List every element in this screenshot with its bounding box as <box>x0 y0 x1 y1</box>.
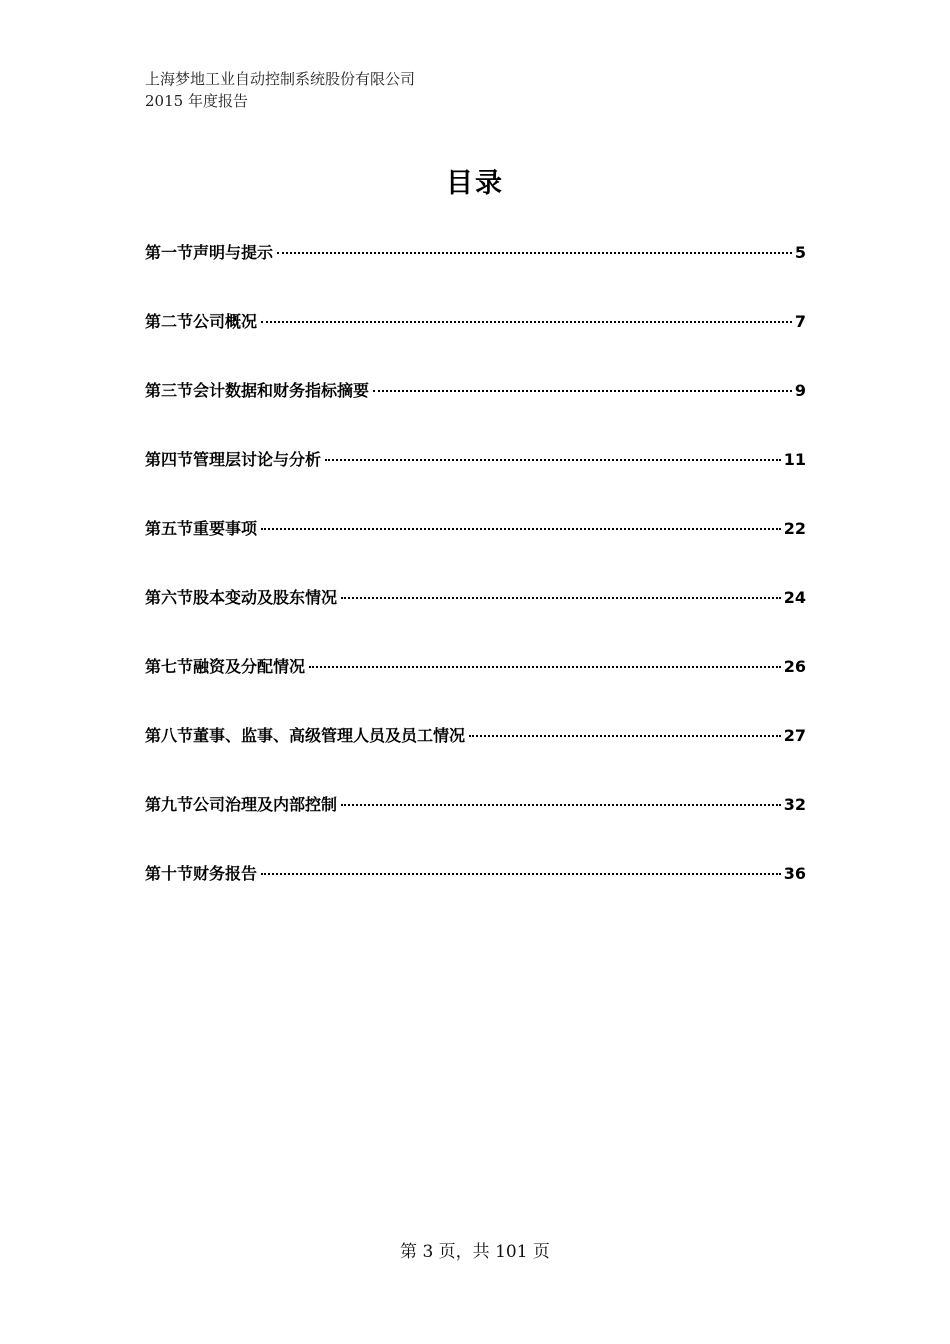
dot-leader <box>373 390 792 392</box>
toc-entry-section-4[interactable] <box>145 447 806 516</box>
dot-leader <box>261 528 781 530</box>
toc-entry-page: 32 <box>783 795 806 814</box>
dot-leader <box>277 252 792 254</box>
toc-entry-page: 27 <box>783 726 806 745</box>
toc-entry-page: 11 <box>783 450 806 469</box>
dot-leader <box>309 666 781 668</box>
dot-leader <box>261 873 781 875</box>
toc-entry-page: 26 <box>783 657 806 676</box>
toc-entry-page: 36 <box>783 864 806 883</box>
toc-entry-section-9[interactable] <box>145 792 806 861</box>
toc-entry-page: 5 <box>794 243 806 262</box>
page-footer: 第 3 页，共 101 页 <box>400 1242 550 1262</box>
toc-entry-section-7[interactable] <box>145 654 806 723</box>
toc-entry-label: 第十节财务报告 <box>145 864 258 883</box>
toc-entry-section-5[interactable] <box>145 516 806 585</box>
toc-entry-label: 第五节重要事项 <box>145 519 258 538</box>
toc-entry-label: 第二节公司概况 <box>145 312 258 331</box>
toc-entry-section-8[interactable] <box>145 723 806 792</box>
toc-entry-page: 22 <box>783 519 806 538</box>
dot-leader <box>325 459 781 461</box>
toc-entry-page: 24 <box>783 588 806 607</box>
toc-entry-section-3[interactable] <box>145 378 806 447</box>
dot-leader <box>341 597 781 599</box>
company-name: 上海梦地工业自动控制系统股份有限公司 <box>145 70 416 88</box>
toc-entry-section-2[interactable] <box>145 309 806 378</box>
dot-leader <box>261 321 792 323</box>
table-of-contents <box>145 240 806 930</box>
toc-entry-section-1[interactable] <box>145 240 806 309</box>
report-title: 2015 年度报告 <box>145 92 248 110</box>
toc-entry-label: 第八节董事、监事、高级管理人员及员工情况 <box>145 726 466 745</box>
toc-entry-label: 第三节会计数据和财务指标摘要 <box>145 381 370 400</box>
toc-entry-label: 第一节声明与提示 <box>145 243 274 262</box>
page-header <box>145 68 415 112</box>
toc-entry-label: 第四节管理层讨论与分析 <box>145 450 322 469</box>
dot-leader <box>341 804 781 806</box>
toc-entry-section-10[interactable] <box>145 861 806 930</box>
dot-leader <box>469 735 781 737</box>
toc-entry-label: 第九节公司治理及内部控制 <box>145 795 338 814</box>
toc-entry-label: 第六节股本变动及股东情况 <box>145 588 338 607</box>
toc-entry-page: 9 <box>794 381 806 400</box>
toc-entry-label: 第七节融资及分配情况 <box>145 657 306 676</box>
toc-entry-section-6[interactable] <box>145 585 806 654</box>
toc-title: 目录 <box>446 168 504 199</box>
toc-entry-page: 7 <box>794 312 806 331</box>
